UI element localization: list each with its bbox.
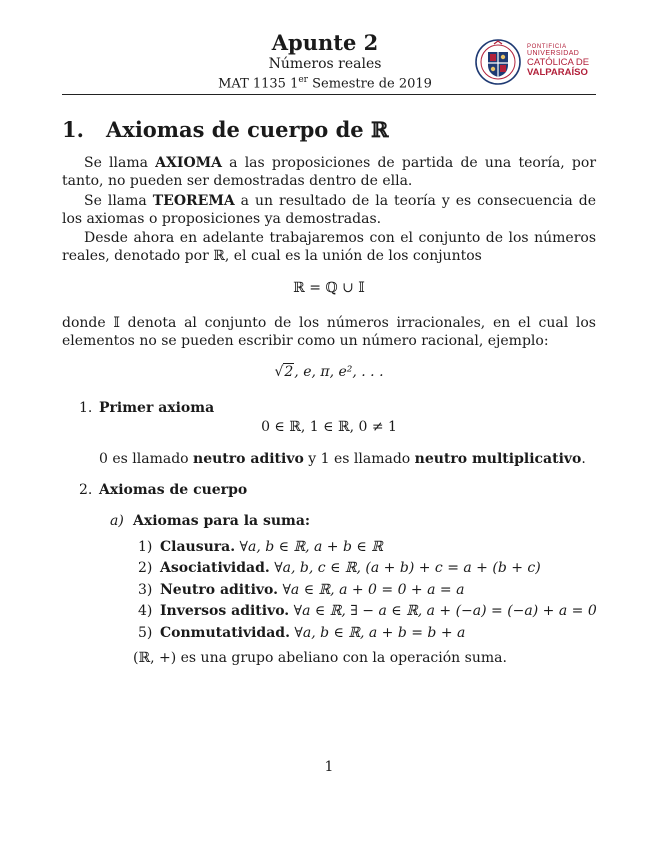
axiom-formula: ∀a, b ∈ ℝ, a + b ∈ ℝ [239, 539, 383, 555]
axiom-row [138, 560, 541, 576]
radicand: 2 [284, 364, 294, 380]
university-seal-icon [476, 40, 520, 84]
examples-rest: , e, π, e², . . . [294, 364, 384, 380]
list-item-2-title: Axiomas de cuerpo [99, 482, 248, 498]
section-title: Axiomas de cuerpo de ℝ [106, 117, 389, 142]
university-wordmark [527, 44, 589, 78]
equation-examples [62, 364, 596, 380]
axiom-number: 3) [138, 582, 153, 598]
equation-first-axiom: 0 ∈ ℝ, 1 ∈ ℝ, 0 ≠ 1 [261, 419, 397, 435]
list-item-1-number: 1. [79, 400, 93, 416]
term-neutro-aditivo: neutro aditivo [193, 451, 304, 467]
header-divider [62, 94, 596, 95]
text: Se llama [84, 155, 156, 171]
paragraph-axioma [62, 154, 596, 190]
sublist-a-label: a) [110, 513, 124, 529]
logo-line-4: VALPARAÍSO [527, 66, 588, 78]
term-neutro-multiplicativo: neutro multiplicativo [414, 451, 582, 467]
equation-union: ℝ = ℚ ∪ 𝕀 [293, 280, 365, 296]
section-heading [62, 117, 388, 142]
axiom-row [138, 582, 464, 598]
axiom-number: 4) [138, 603, 153, 619]
axiom-name: Conmutatividad. [160, 625, 290, 641]
axiom-name: Neutro aditivo. [160, 582, 279, 598]
text: . [581, 451, 586, 467]
axiom-row [138, 603, 597, 619]
axiom-formula: ∀a, b ∈ ℝ, a + b = b + a [294, 625, 466, 641]
axiom-formula: ∀a, b, c ∈ ℝ, (a + b) + c = a + (b + c) [274, 560, 541, 576]
logo-line-3: CATÓLICA DE [527, 56, 590, 68]
closing-statement: (ℝ, +) es una grupo abeliano con la operación suma. [133, 650, 507, 666]
text: a un resultado de la teoría y es consecuencia de los axiomas o proposiciones ya demostradas. [62, 193, 596, 227]
sqrt-symbol: √2 [274, 364, 294, 380]
text: Se llama [84, 193, 153, 209]
sublist-a-title: Axiomas para la suma: [133, 513, 311, 529]
document-subtitle: Números reales [268, 56, 382, 72]
axiom-number: 1) [138, 539, 153, 555]
term-teorema: TEOREMA [152, 193, 235, 209]
list-item-1-title: Primer axioma [99, 400, 215, 416]
logo-line-2: UNIVERSIDAD [527, 50, 580, 58]
axiom-name: Inversos aditivo. [160, 603, 290, 619]
list-item-2-number: 2. [79, 482, 93, 498]
course-prefix: MAT 1135 1 [218, 76, 299, 92]
axiom-row [138, 539, 383, 555]
course-suffix: Semestre de 2019 [308, 76, 432, 92]
axiom-formula: ∀a ∈ ℝ, ∃ − a ∈ ℝ, a + (−a) = (−a) + a = 0 [293, 603, 597, 619]
section-number: 1. [62, 117, 84, 142]
axiom-formula: ∀a ∈ ℝ, a + 0 = 0 + a = a [282, 582, 465, 598]
document-title: Apunte 2 [271, 30, 379, 55]
paragraph-neutros [99, 451, 586, 467]
term-axioma: AXIOMA [155, 155, 222, 171]
axiom-row [138, 625, 465, 641]
axiom-name: Clausura. [160, 539, 236, 555]
axiom-number: 5) [138, 625, 153, 641]
course-sup: er [298, 75, 308, 85]
course-line [180, 75, 470, 91]
paragraph-irracionales: donde 𝕀 denota al conjunto de los números irracionales, en el cual los elementos no se pueden escribir como un número racional, ejemplo: [62, 315, 596, 349]
axiom-number: 2) [138, 560, 153, 576]
text: y 1 es llamado [303, 451, 415, 467]
logo-line-1: PONTIFICIA [527, 44, 567, 50]
paragraph-teorema [62, 192, 596, 228]
text: 0 es llamado [99, 451, 194, 467]
text: a las proposiciones de partida de una teoría, por tanto, no pueden ser demostradas dentro de ella. [62, 155, 597, 189]
paragraph-reales: Desde ahora en adelante trabajaremos con el conjunto de los números reales, denotado por ℝ, el cual es la unión de los conjuntos [62, 230, 596, 264]
axiom-name: Asociatividad. [160, 560, 270, 576]
page-number: 1 [324, 759, 334, 775]
